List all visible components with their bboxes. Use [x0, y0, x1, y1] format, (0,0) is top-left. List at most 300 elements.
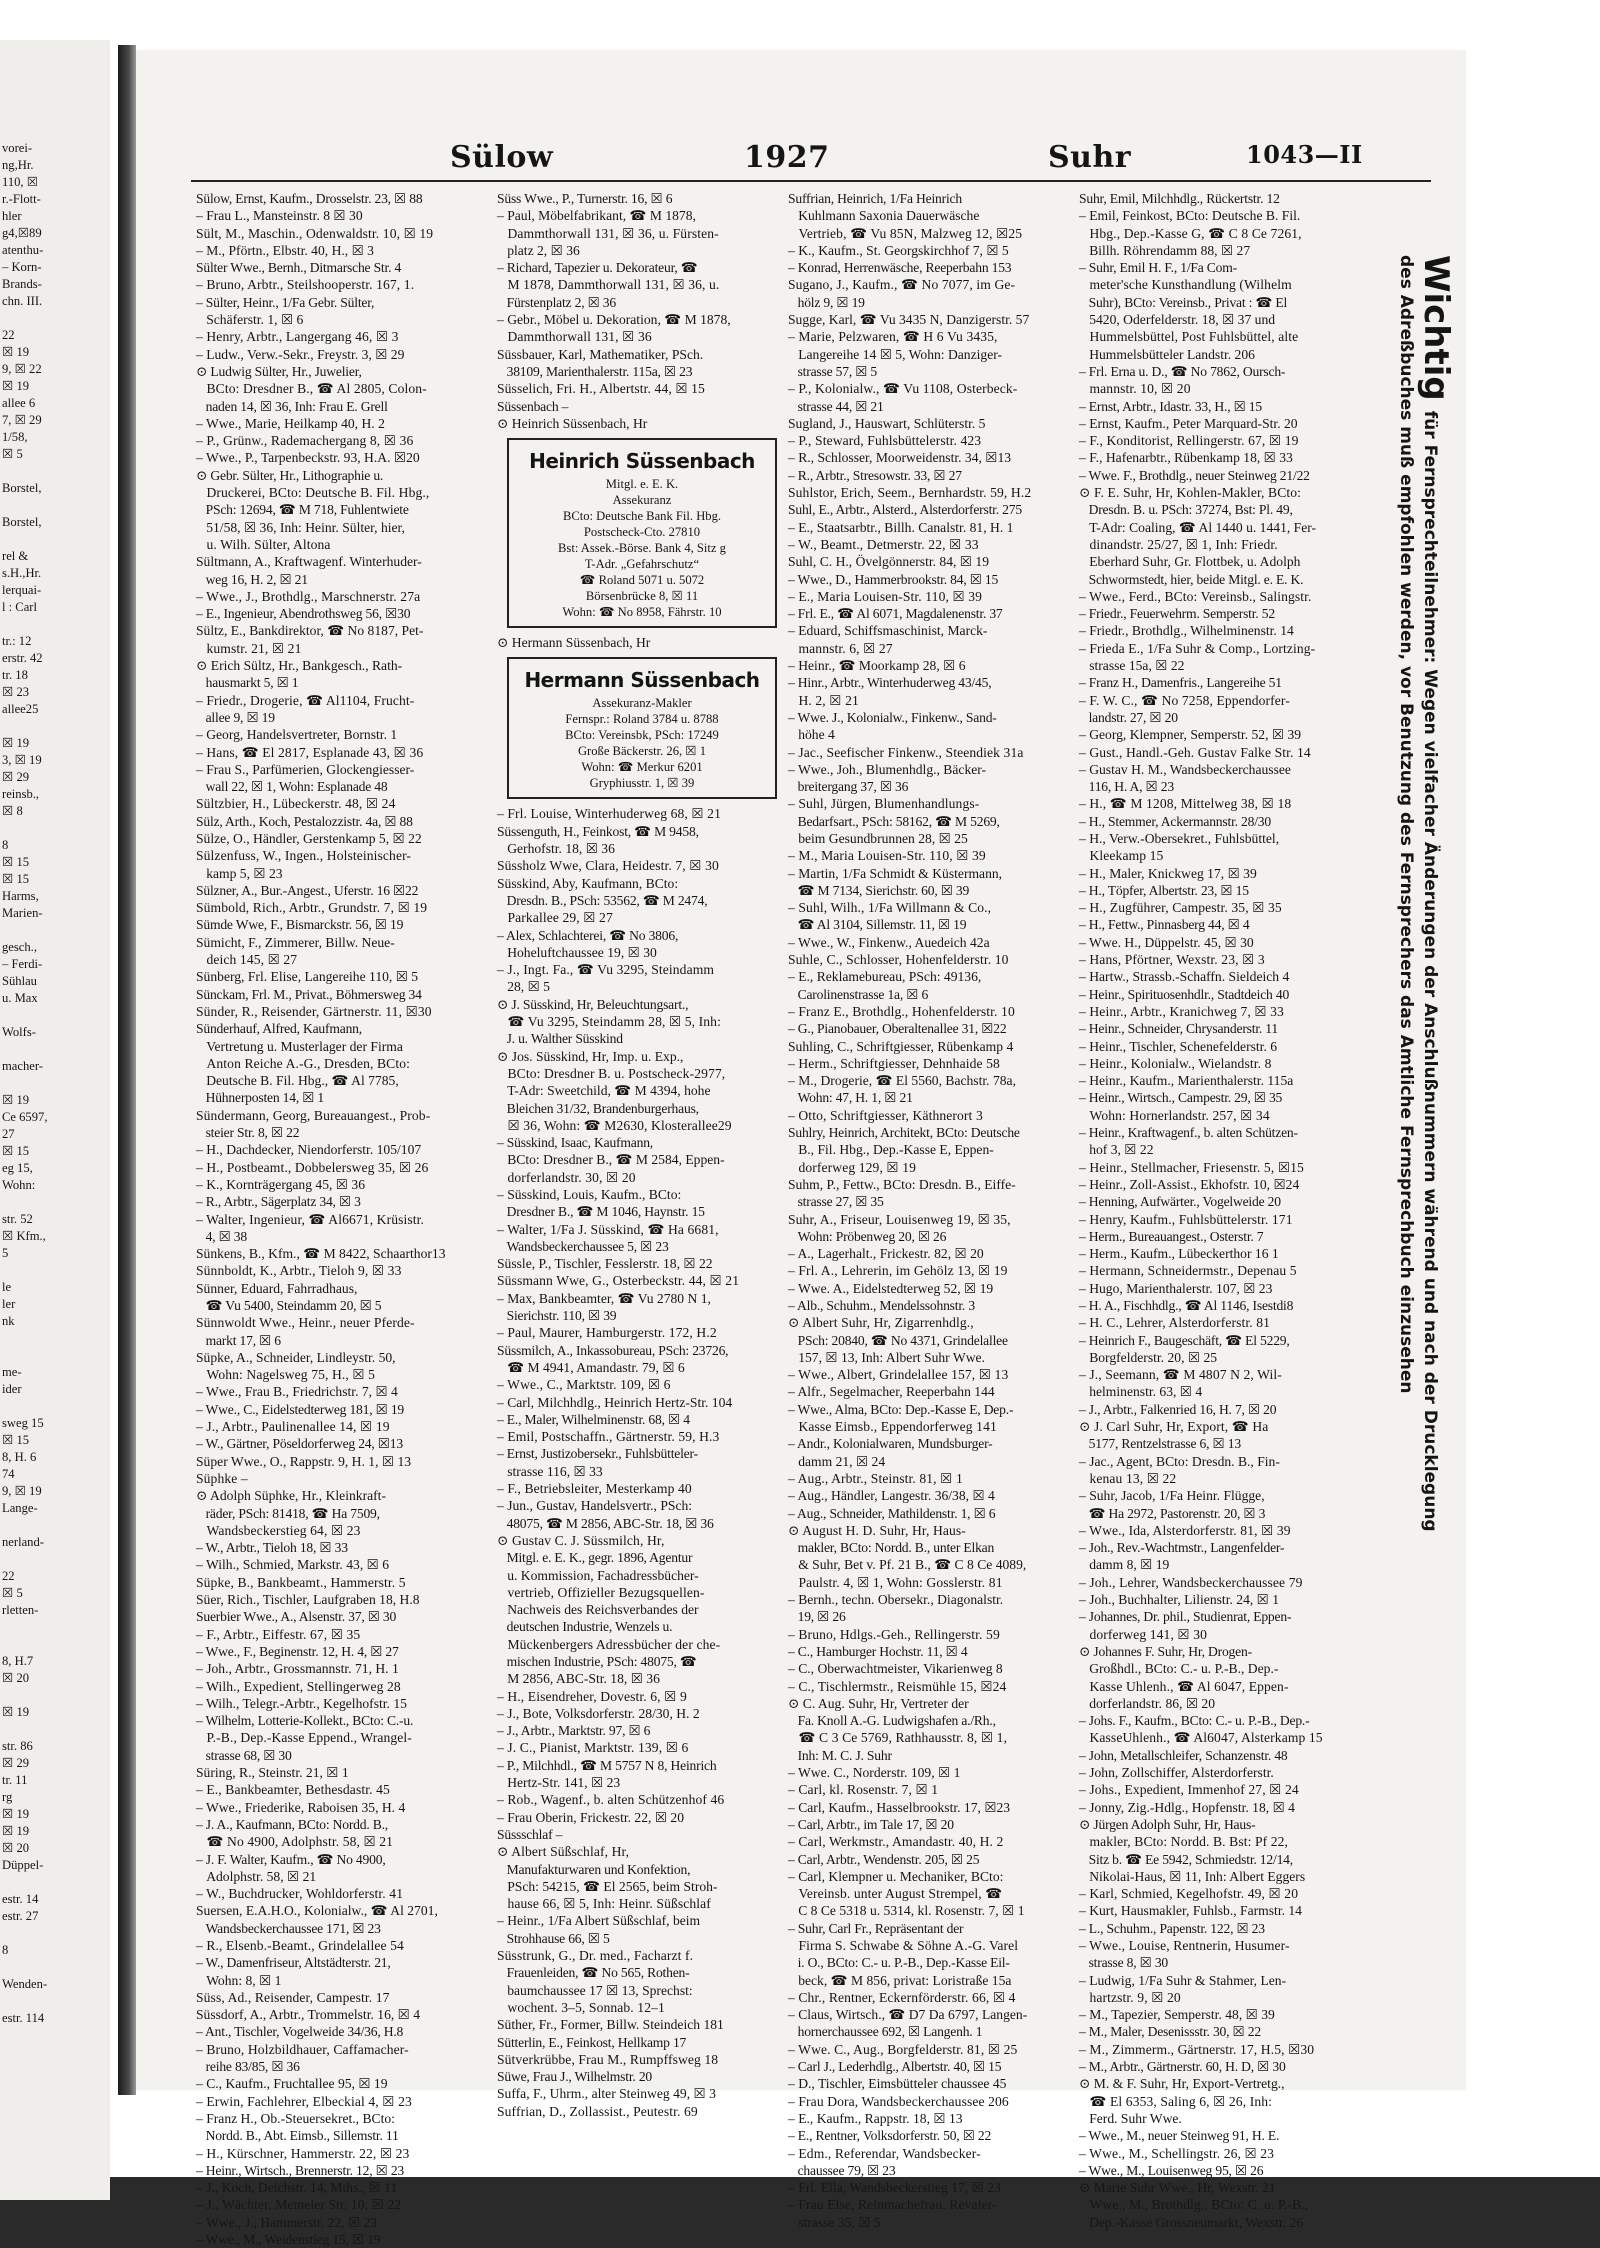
directory-entry-line: wochent. 3–5, Sonnab. 12–1 [497, 1999, 665, 2015]
notice-line-2: des Adreßbuches muß empfohlen werden, vor Benutzung des Fernsprechers das Amtliche Fernsprechbuch einzusehen [1396, 255, 1416, 1394]
prev-page-line: Borstel, [2, 515, 42, 529]
page-number: 1043—II [1246, 140, 1363, 169]
directory-entry-line: ⊙ Gustav C. J. Süssmilch, Hr, [497, 1532, 665, 1548]
side-notice [1368, 215, 1468, 1715]
directory-entry-line: makler, BCto: Nordd. B. Bst: Pf 22, [1079, 1834, 1289, 1850]
directory-entry-line: – Sülter, Heinr., 1/Fa Gebr. Sülter, [196, 294, 375, 310]
directory-entry-line: ⊙ Adolph Süphke, Hr., Kleinkraft- [196, 1488, 386, 1504]
directory-entry-line: Fa. Knoll A.-G. Ludwigshafen a./Rh., [788, 1713, 996, 1729]
directory-entry-line: markt 17, ☒ 6 [196, 1332, 281, 1348]
directory-entry-line: Süpke, B., Bankbeamt., Hammerstr. 5 [196, 1574, 406, 1590]
directory-entry-line: – Bruno, Arbtr., Steilshooperstr. 167, 1. [196, 277, 415, 293]
directory-entry-line: – F. W. C., ☎ No 7258, Eppendorfer- [1079, 692, 1290, 708]
prev-page-line: rg [2, 1790, 13, 1804]
directory-entry-line: Sülzenfuss, W., Ingen., Holsteinischer- [196, 848, 412, 864]
prev-page-line: ☒ 29 [2, 1756, 30, 1770]
directory-entry-line: Suhl, C. H., Övelgönnerstr. 84, ☒ 19 [788, 554, 989, 570]
directory-entry-line: – Suhr, Jacob, 1/Fa Heinr. Flügge, [1079, 1488, 1265, 1504]
directory-entry-line: ☎ Vu 3295, Steindamm 28, ☒ 5, Inh: [497, 1014, 721, 1030]
directory-entry-line: Parkallee 29, ☒ 27 [497, 910, 613, 926]
directory-entry-line: – R., Schlosser, Moorweidenstr. 34, ☒13 [788, 450, 1012, 466]
directory-entry-line: – F., Arbtr., Eiffestr. 67, ☒ 35 [196, 1626, 361, 1642]
directory-entry-line: Suffa, F., Uhrm., alter Steinweg 49, ☒ 3 [497, 2086, 716, 2102]
directory-entry-line: – Wwe., Ida, Alsterdorferstr. 81, ☒ 39 [1079, 1522, 1291, 1538]
directory-entry-line: – Heinr., Schneider, Chrysanderstr. 11 [1079, 1021, 1278, 1037]
directory-entry-line: Wohn: Hornerlandstr. 257, ☒ 34 [1079, 1107, 1270, 1123]
prev-page-line: 22 [2, 1569, 15, 1583]
prev-page-line: Wenden- [2, 1977, 48, 1991]
ad-line: Postscheck-Cto. 27810 [583, 525, 701, 540]
directory-entry-line: – G., Pianobauer, Oberaltenallee 31, ☒22 [788, 1021, 1007, 1037]
directory-entry-line: Sugge, Karl, ☎ Vu 3435 N, Danzigerstr. 57 [788, 312, 1030, 328]
directory-entry-line: – Wwe., J., Hammerstr. 22, ☒ 23 [196, 2214, 378, 2230]
directory-entry-line: – C., Hamburger Hochstr. 11, ☒ 4 [788, 1643, 968, 1659]
directory-entry-line: PSch: 54215, ☎ El 2565, beim Stroh- [497, 1878, 718, 1894]
ad-line: Mitgl. e. E. K. [605, 477, 679, 492]
directory-entry-line: Hbg., Dep.-Kasse G, ☎ C 8 Ce 7261, [1079, 225, 1302, 241]
prev-page-line: ☒ 5 [2, 1586, 23, 1600]
prev-page-line: ☒ 19 [2, 379, 30, 393]
directory-entry-line: – Wwe., Joh., Blumenhdlg., Bäcker- [788, 761, 987, 777]
prev-page-line: Ce 6597, [2, 1110, 48, 1124]
directory-entry-line: Suhr, A., Friseur, Louisenweg 19, ☒ 35, [788, 1211, 1011, 1227]
directory-entry-line: – Hartw., Strassb.-Schaffn. Sieldeich 4 [1079, 969, 1290, 985]
ad-line: Fernspr.: Roland 3784 u. 8788 [565, 712, 719, 727]
directory-entry-line: Großhdl., BCto: C.- u. P.-B., Dep.- [1079, 1661, 1279, 1677]
header-right-word: Suhr [1048, 140, 1132, 175]
ad-line: BCto: Vereinsbk, PSch: 17249 [565, 728, 719, 743]
directory-entry-line: steier Str. 8, ☒ 22 [196, 1125, 300, 1141]
directory-entry-line: 157, ☒ 13, Inh: Albert Suhr Wwe. [788, 1349, 985, 1365]
directory-entry-line: – Max, Bankbeamter, ☎ Vu 2780 N 1, [497, 1290, 711, 1306]
directory-entry-line: – Friedr., Brothdlg., Wilhelminenstr. 14 [1079, 623, 1294, 639]
directory-entry-line: Sülter Wwe., Bernh., Ditmarsche Str. 4 [196, 260, 402, 276]
prev-page-line: rletten- [2, 1603, 39, 1617]
directory-entry-line: – Ant., Tischler, Vogelweide 34/36, H.8 [196, 2024, 404, 2040]
directory-entry-line: – Hinr., Arbtr., Winterhuderweg 43/45, [788, 675, 992, 691]
directory-entry-line: Sierichstr. 110, ☒ 39 [497, 1308, 617, 1324]
prev-page-line: ☒ 20 [2, 1841, 30, 1855]
directory-entry-line: – Wwe. F., Brothdlg., neuer Steinweg 21/22 [1079, 467, 1310, 483]
directory-entry-line: damm 8, ☒ 19 [1079, 1557, 1170, 1573]
directory-entry-line: ☒ 36, Wohn: ☎ M2630, Klosterallee29 [497, 1117, 732, 1133]
directory-entry-line: – J., Ingt. Fa., ☎ Vu 3295, Steindamm [497, 962, 715, 978]
directory-entry-line: Sünberg, Frl. Elise, Langereihe 110, ☒ 5 [196, 969, 419, 985]
prev-page-line: tr.: 12 [2, 634, 32, 648]
directory-entry-line: höhe 4 [788, 727, 835, 743]
directory-entry-line: – Alb., Schuhm., Mendelssohnstr. 3 [788, 1298, 975, 1313]
directory-entry-line: – Wwe., Alma, BCto: Dep.-Kasse E, Dep.- [788, 1401, 1014, 1417]
directory-entry-line: – Gebr., Möbel u. Dekoration, ☎ M 1878, [497, 312, 731, 328]
directory-entry-line: – Franz H., Damenfris., Langereihe 51 [1079, 675, 1282, 691]
prev-page-line: 1/58, [2, 430, 28, 444]
directory-entry-line: ⊙ C. Aug. Suhr, Hr, Vertreter der [788, 1695, 969, 1711]
directory-entry-line: – H., Postbeamt., Dobbelersweg 35, ☒ 26 [196, 1159, 429, 1175]
directory-entry-line: – Wwe., M., neuer Steinweg 91, H. E. [1079, 2128, 1280, 2144]
directory-entry-line: – Heinr., 1/Fa Albert Süßschlaf, beim [497, 1913, 701, 1929]
directory-entry-line: – Bernh., techn. Obersekr., Diagonalstr. [788, 1592, 1004, 1608]
directory-entry-line: – Wwe. H., Düppelstr. 45, ☒ 30 [1079, 934, 1254, 950]
directory-entry-line: Dammthorwall 131, ☒ 36 [497, 329, 652, 345]
prev-page-line [0, 1262, 110, 1279]
prev-page-line: ☒ Kfm., [2, 1229, 46, 1243]
directory-entry-line: – Frl. Erna u. D., ☎ No 7862, Oursch- [1079, 363, 1286, 379]
directory-entry-line: – Carl, Arbtr., Wendenstr. 205, ☒ 25 [788, 1851, 980, 1867]
directory-entry-line: Fürstenplatz 2, ☒ 36 [497, 294, 616, 310]
directory-entry-line: 19, ☒ 26 [788, 1609, 846, 1625]
directory-entry-line: T-Adr: Sweetchild, ☎ M 4394, hohe [497, 1083, 711, 1099]
prev-page-line: ☒ 5 [2, 447, 23, 461]
directory-entry-line: Sünckam, Frl. M., Privat., Böhmersweg 34 [196, 986, 422, 1002]
directory-entry-line: – A., Lagerhalt., Frickestr. 82, ☒ 20 [788, 1246, 984, 1262]
directory-entry-line: – Gustav H. M., Wandsbeckerchaussee [1079, 761, 1291, 777]
prev-page-line: gesch., [2, 940, 37, 954]
prev-page-line: Borstel, [2, 481, 42, 495]
directory-entry-line: Sugano, J., Kaufm., ☎ No 7077, im Ge- [788, 277, 1016, 293]
directory-entry-line: – Konrad, Herrenwäsche, Reeperbahn 153 [788, 260, 1012, 276]
directory-entry-line: – Frau L., Mansteinstr. 8 ☒ 30 [196, 208, 363, 224]
directory-entry-line: – Wwe., Marie, Heilkamp 40, H. 2 [196, 415, 385, 431]
directory-entry-line: Sünner, Eduard, Fahrradhaus, [196, 1280, 358, 1296]
directory-entry-line: meter'sche Kunsthandlung (Wilhelm [1079, 277, 1292, 293]
ad-line: Gryphiusstr. 1, ☒ 39 [589, 776, 695, 791]
directory-entry-line: Süss, Ad., Reisender, Campestr. 17 [196, 1989, 390, 2005]
directory-entry-line: – M., Arbtr., Gärtnerstr. 60, H. D, ☒ 30 [1079, 2059, 1286, 2075]
book-spine [118, 45, 136, 2095]
directory-entry-line: – Aug., Händler, Langestr. 36/38, ☒ 4 [788, 1488, 995, 1504]
prev-page-line: allee 6 [2, 396, 36, 410]
prev-page-line: 22 [2, 328, 15, 342]
directory-entry-line: Sünnboldt, K., Arbtr., Tieloh 9, ☒ 33 [196, 1263, 402, 1279]
header-rule [191, 180, 1431, 182]
directory-entry-line: – Otto, Schriftgiesser, Käthnerort 3 [788, 1107, 983, 1123]
directory-entry-line: Schäferstr. 1, ☒ 6 [196, 312, 304, 328]
directory-entry-line: Süss Wwe., P., Turnerstr. 16, ☒ 6 [497, 191, 673, 206]
directory-entry-line: Sülow, Ernst, Kaufm., Drosselstr. 23, ☒ 88 [196, 191, 423, 206]
directory-entry-line: – E., Bankbeamter, Bethesdastr. 45 [196, 1782, 390, 1798]
column-2 [497, 190, 787, 2119]
directory-entry-line: Süssschlaf – [497, 1826, 563, 1842]
prev-page-line: 27 [2, 1127, 15, 1141]
directory-entry-line: Wandsbeckerstieg 64, ☒ 23 [196, 1522, 361, 1538]
directory-entry-line: Suersen, E.A.H.O., Kolonialw., ☎ Al 2701, [196, 1903, 438, 1919]
directory-entry-line: – M., Maler, Desenissstr. 30, ☒ 22 [1079, 2024, 1261, 2040]
directory-entry-line: Gerhofstr. 18, ☒ 36 [497, 841, 615, 857]
directory-entry-line: – Franz H., Ob.-Steuersekret., BCto: [196, 2110, 395, 2126]
directory-entry-line: H. 2, ☒ 21 [788, 692, 859, 708]
directory-entry-line: – M., Pförtn., Elbstr. 40, H., ☒ 3 [196, 242, 374, 258]
directory-entry-line: – Frl. A., Lehrerin, im Gehölz 13, ☒ 19 [788, 1263, 1008, 1279]
directory-entry-line: Süsskind, Aby, Kaufmann, BCto: [497, 875, 679, 891]
directory-entry-line: – F., Betriebsleiter, Mesterkamp 40 [497, 1481, 692, 1497]
directory-entry-line: – Frau Oberin, Frickestr. 22, ☒ 20 [497, 1809, 684, 1825]
directory-entry-line: dorferlandstr. 86, ☒ 20 [1079, 1695, 1216, 1711]
directory-entry-line: – Wwe., Albert, Grindelallee 157, ☒ 13 [788, 1367, 1009, 1383]
directory-entry-line: Adolphstr. 58, ☒ 21 [196, 1868, 317, 1884]
directory-entry-line: – Frau Dora, Wandsbeckerchaussee 206 [788, 2093, 1009, 2109]
prev-page-line: 3, ☒ 19 [2, 753, 42, 767]
directory-entry-line: Sündermann, Georg, Bureauangest., Prob- [196, 1107, 431, 1123]
directory-entry-line: – D., Tischler, Eimsbütteler chaussee 45 [788, 2076, 1007, 2092]
directory-entry-line: Suhl, E., Arbtr., Alsterd., Alsterdorferstr. 275 [788, 502, 1022, 518]
directory-entry-line: – Heinr., Tischler, Schenefelderstr. 6 [1079, 1038, 1278, 1054]
directory-entry-line: ⊙ M. & F. Suhr, Hr, Export-Vertretg., [1079, 2076, 1285, 2092]
directory-entry-line: Süssenbach – [497, 398, 569, 414]
directory-entry-line: Dresdner B., ☎ M 1046, Haynstr. 15 [497, 1204, 705, 1220]
directory-entry-line: Dammthorwall 131, ☒ 36, u. Fürsten- [497, 225, 719, 241]
prev-page-line: ☒ 19 [2, 1807, 30, 1821]
directory-entry-line: – J., Arbtr., Paulinenallee 14, ☒ 19 [196, 1419, 390, 1435]
header-left-word: Sülow [450, 140, 554, 175]
directory-entry-line: J. u. Walther Süsskind [497, 1031, 623, 1047]
directory-entry-line: – W., Beamt., Detmerstr. 22, ☒ 33 [788, 536, 979, 552]
directory-entry-line: hornerchaussee 692, ☒ Langenh. 1 [788, 2024, 983, 2040]
directory-entry-line: – Wwe., P., Tarpenbeckstr. 93, H.A. ☒20 [196, 450, 420, 466]
prev-page-line: Marien- [2, 906, 43, 920]
previous-page-fragment [0, 40, 110, 2200]
directory-entry-line: P.-B., Dep.-Kasse Eppend., Wrangel- [196, 1730, 412, 1746]
directory-entry-line: – Wwe., M., Weidenstieg 15, ☒ 19 [196, 2232, 381, 2248]
directory-entry-line: Süring, R., Steinstr. 21, ☒ 1 [196, 1765, 349, 1781]
prev-page-line: Sühlau [2, 974, 37, 988]
column-3 [788, 190, 1078, 2230]
directory-entry-line: – H., Maler, Knickweg 17, ☒ 39 [1079, 865, 1257, 881]
directory-entry-line: 38109, Marienthalerstr. 115a, ☒ 23 [497, 363, 693, 379]
directory-entry-line: Kasse Uhlenh., ☎ Al 6047, Eppen- [1079, 1678, 1289, 1694]
directory-entry-line: – M., Maria Louisen-Str. 110, ☒ 39 [788, 848, 986, 864]
directory-entry-line: ☎ Ha 2972, Pastorenstr. 20, ☒ 3 [1079, 1505, 1266, 1521]
prev-page-line: – Korn- [2, 260, 42, 274]
directory-entry-line: Kleekamp 15 [1079, 848, 1164, 864]
directory-entry-line: hausmarkt 5, ☒ 1 [196, 675, 299, 691]
prev-page-line: hler [2, 209, 22, 223]
directory-entry-line: platz 2, ☒ 36 [497, 242, 580, 258]
directory-entry-line: – Bruno, Holzbildhauer, Caffamacher- [196, 2041, 409, 2057]
directory-entry-line: Hertz-Str. 141, ☒ 23 [497, 1775, 621, 1791]
directory-entry-line: Süssle, P., Tischler, Fesslerstr. 18, ☒ 22 [497, 1256, 713, 1272]
header-year: 1927 [744, 140, 830, 175]
directory-entry-line: ⊙ F. E. Suhr, Hr, Kohlen-Makler, BCto: [1079, 485, 1302, 501]
directory-entry-line: u. Wilh. Sülter, Altona [196, 536, 331, 552]
directory-entry-line: – C., Kaufm., Fruchtallee 95, ☒ 19 [196, 2076, 388, 2092]
directory-entry-line: Suhle, C., Schlosser, Hohenfelderstr. 10 [788, 952, 1009, 968]
directory-entry-line: – Johannes, Dr. phil., Studienrat, Eppen- [1079, 1609, 1292, 1625]
directory-entry-line: Sitz b. ☎ Ee 5942, Schmiedstr. 12/14, [1079, 1851, 1293, 1867]
prev-page-line: ☒ 29 [2, 770, 30, 784]
prev-page-line: ☒ 19 [2, 1824, 30, 1838]
directory-entry-line: Sülzner, A., Bur.-Angest., Uferstr. 16 ☒22 [196, 882, 419, 898]
directory-entry-line: Sünnwoldt Wwe., Heinr., neuer Pferde- [196, 1315, 415, 1331]
directory-entry-line: Süpke, A., Schneider, Lindleystr. 50, [196, 1349, 396, 1365]
directory-entry-line: Nachweis des Reichsverbandes der [497, 1602, 699, 1618]
prev-page-line [0, 1347, 110, 1364]
directory-entry-line: – P., Milchhdl., ☎ M 5757 N 8, Heinrich [497, 1757, 717, 1773]
directory-entry-line: – Frau S., Parfümerien, Glockengiesser- [196, 761, 415, 777]
directory-entry-line: – Heinr., Zoll-Assist., Ekhofstr. 10, ☒24 [1079, 1176, 1300, 1192]
directory-entry-line: ⊙ Hermann Süssenbach, Hr [497, 635, 651, 651]
directory-entry-line: Hoheluftchaussee 19, ☒ 30 [497, 944, 657, 960]
directory-entry-line: 48075, ☎ M 2856, ABC-Str. 18, ☒ 36 [497, 1515, 714, 1531]
prev-page-line: tr. 11 [2, 1773, 28, 1787]
directory-entry-line: – Ludw., Verw.-Sekr., Freystr. 3, ☒ 29 [196, 346, 405, 362]
directory-entry-line: Druckerei, BCto: Deutsche B. Fil. Hbg., [196, 485, 430, 501]
directory-entry-line: ⊙ J. Süsskind, Hr, Beleuchtungsart., [497, 996, 689, 1012]
directory-entry-line: – Georg, Klempner, Semperstr. 52, ☒ 39 [1079, 727, 1302, 743]
directory-entry-line: – Carl, Klempner u. Mechaniker, BCto: [788, 1868, 1004, 1884]
directory-entry-line: strasse 8, ☒ 30 [1079, 1955, 1169, 1971]
directory-entry-line: makler, BCto: Nordd. B., unter Elkan [788, 1540, 995, 1556]
directory-entry-line: Deutsche B. Fil. Hbg., ☎ Al 7785, [196, 1073, 399, 1089]
directory-entry-line: Langereihe 14 ☒ 5, Wohn: Danziger- [788, 346, 1003, 362]
directory-entry-line: Süssdorf, A., Arbtr., Trommelstr. 16, ☒ 4 [196, 2007, 421, 2023]
prev-page-line: sweg 15 [2, 1416, 44, 1430]
directory-entry-line: Wohn: 8, ☒ 1 [196, 1972, 282, 1988]
directory-entry-line: Borgfelderstr. 20, ☒ 25 [1079, 1349, 1218, 1365]
directory-entry-line: – Hugo, Marienthalerstr. 107, ☒ 23 [1079, 1280, 1273, 1296]
directory-entry-line: – W., Buchdrucker, Wohldorferstr. 41 [196, 1886, 404, 1902]
directory-entry-line: – Ludwig, 1/Fa Suhr & Stahmer, Len- [1079, 1972, 1287, 1988]
directory-entry-line: – H., Töpfer, Albertstr. 23, ☒ 15 [1079, 882, 1249, 898]
directory-entry-line: – E., Rentner, Volksdorferstr. 50, ☒ 22 [788, 2128, 992, 2144]
directory-entry-line: Sünkens, B., Kfm., ☎ M 8422, Schaarthor13 [196, 1246, 446, 1262]
prev-page-line: 110, ☒ [2, 175, 39, 189]
prev-page-line: estr. 114 [2, 2011, 45, 2025]
directory-entry-line: Anton Reiche A.-G., Dresden, BCto: [196, 1055, 410, 1071]
directory-entry-line: – Wilh., Expedient, Stellingerweg 28 [196, 1678, 401, 1694]
directory-entry-line: – H., ☎ M 1208, Mittelweg 38, ☒ 18 [1079, 796, 1292, 812]
directory-entry-line: baumchaussee 17 ☒ 13, Sprechst: [497, 1982, 693, 1998]
prev-page-line: ☒ 15 [2, 1433, 30, 1447]
directory-entry-line: reihe 83/85, ☒ 36 [196, 2059, 300, 2075]
directory-entry-line: Sülze, O., Händler, Gerstenkamp 5, ☒ 22 [196, 830, 422, 846]
directory-entry-line: Manufakturwaren und Konfektion, [497, 1861, 691, 1877]
directory-entry-line: – L., Schuhm., Papenstr. 122, ☒ 23 [1079, 1920, 1265, 1936]
directory-entry-line: hause 66, ☒ 5, Inh: Heinr. Süßschlaf [497, 1896, 711, 1912]
directory-entry-line: – Wwe., J., Brothdlg., Marschnerstr. 27a [196, 588, 421, 604]
directory-entry-line: 5177, Rentzelstrasse 6, ☒ 13 [1079, 1436, 1241, 1452]
directory-entry-line: – Heinr., Wirtsch., Brennerstr. 12, ☒ 23 [196, 2162, 405, 2178]
prev-page-line: le [2, 1280, 12, 1294]
prev-page-line [0, 922, 110, 939]
directory-entry-line: – Suhl, Wilh., 1/Fa Willmann & Co., [788, 900, 992, 916]
directory-entry-line: – J. A., Kaufmann, BCto: Nordd. B., [196, 1816, 388, 1832]
directory-entry-line: Sültz, E., Bankdirektor, ☎ No 8187, Pet- [196, 623, 424, 639]
directory-entry-line: Sugland, J., Hauswart, Schlüterstr. 5 [788, 415, 986, 431]
prev-page-line [0, 1041, 110, 1058]
prev-page-line: nk [2, 1314, 15, 1328]
directory-entry-line: Bedarfsart., PSch: 58162, ☎ M 5269, [788, 813, 1000, 829]
directory-entry-line: Dep.-Kasse Grossneumarkt, Wexstr. 26 [1079, 2214, 1304, 2230]
directory-entry-line: BCto: Dresdner B. u. Postscheck-2977, [497, 1065, 726, 1081]
directory-entry-line: Nordd. B., Abt. Eimsb., Sillemstr. 11 [196, 2128, 399, 2144]
directory-entry-line: Dresdn. B. u. PSch: 37274, Bst: Pl. 49, [1079, 502, 1293, 518]
directory-entry-line: – Jac., Agent, BCto: Dresdn. B., Fin- [1079, 1453, 1280, 1469]
directory-entry-line: 51/58, ☒ 36, Inh: Heinr. Sülter, hier, [196, 519, 405, 535]
prev-page-line: ☒ 15 [2, 855, 30, 869]
ad-line: Börsenbrücke 8, ☒ 11 [585, 589, 699, 604]
directory-entry-line: – Georg, Handelsvertreter, Bornstr. 1 [196, 727, 398, 743]
directory-entry-line: – P., Kolonialw., ☎ Vu 1108, Osterbeck- [788, 381, 1018, 397]
directory-entry-line: Eberhard Suhr, Gr. Flottbek, u. Adolph [1079, 554, 1301, 570]
directory-entry-line: – Joh., Rev.-Wachtmstr., Langenfelder- [1079, 1540, 1285, 1556]
directory-entry-line: – H., Fettw., Pinnasberg 44, ☒ 4 [1079, 917, 1250, 933]
prev-page-line: r.-Flott- [2, 192, 41, 206]
prev-page-line: Harms, [2, 889, 39, 903]
directory-entry-line: ⊙ Albert Süßschlaf, Hr, [497, 1844, 630, 1860]
directory-entry-line: – E., Staatsarbtr., Billh. Canalstr. 81, H. 1 [788, 519, 1014, 535]
directory-entry-line: Süssholz Wwe, Clara, Heidestr. 7, ☒ 30 [497, 858, 719, 874]
directory-entry-line: – Wwe., M., Louisenweg 95, ☒ 26 [1079, 2162, 1264, 2178]
directory-entry-line: ⊙ Erich Sültz, Hr., Bankgesch., Rath- [196, 658, 403, 674]
advertisement-box [507, 438, 777, 628]
prev-page-line: l : Carl [2, 600, 37, 614]
directory-entry-line: – Heinrich F., Baugeschäft, ☎ El 5229, [1079, 1332, 1290, 1348]
prev-page-line [0, 616, 110, 633]
directory-entry-line: – H., Verw.-Obersekret., Fuhlsbüttel, [1079, 830, 1280, 846]
directory-entry-line: – Alfr., Segelmacher, Reeperbahn 144 [788, 1384, 995, 1400]
directory-entry-line: Billh. Röhrendamm 88, ☒ 27 [1079, 242, 1251, 258]
directory-entry-line: – H., Kürschner, Hammerstr. 22, ☒ 23 [196, 2145, 410, 2161]
directory-entry-line: Hühnerposten 14, ☒ 1 [196, 1090, 325, 1106]
prev-page-line: 8 [2, 1943, 9, 1957]
ad-line: T-Adr. „Gefahrschutz“ [584, 557, 700, 572]
directory-entry-line: – H., Zugführer, Campestr. 35, ☒ 35 [1079, 900, 1282, 916]
directory-entry-line: – Frl. Ella, Wandsbeckerstieg 17, ☒ 23 [788, 2180, 1001, 2196]
prev-page-line: Brands- [2, 277, 42, 291]
prev-page-line: lerquai- [2, 583, 42, 597]
directory-entry-line: strasse 68, ☒ 30 [196, 1747, 292, 1763]
directory-entry-line: Süsselich, Fri. H., Albertstr. 44, ☒ 15 [497, 381, 705, 397]
directory-entry-line: – E., Ingenieur, Abendrothsweg 56, ☒30 [196, 606, 411, 622]
directory-entry-line: ☎ Vu 5400, Steindamm 20, ☒ 5 [196, 1298, 382, 1313]
directory-entry-line: 116, H. A, ☒ 23 [1079, 779, 1174, 795]
directory-entry-line: – Henning, Aufwärter., Vogelweide 20 [1079, 1194, 1281, 1210]
directory-entry-line: ☎ El 6353, Saling 6, ☒ 26, Inh: [1079, 2093, 1272, 2109]
directory-entry-line: Süther, Fr., Former, Billw. Steindeich 181 [497, 2017, 724, 2033]
directory-entry-line: – Wwe. J., Kolonialw., Finkenw., Sand- [788, 709, 997, 725]
directory-entry-line: – Herm., Kaufm., Lübeckerthor 16 1 [1079, 1246, 1279, 1262]
directory-entry-line: wall 22, ☒ 1, Wohn: Esplanade 48 [196, 779, 388, 795]
directory-entry-line: ☎ C 3 Ce 5769, Rathhausstr. 8, ☒ 1, [788, 1730, 1008, 1746]
margin-right [1466, 50, 1600, 2090]
directory-entry-line: Strohhause 66, ☒ 5 [497, 1930, 610, 1946]
prev-page-line: ider [2, 1382, 22, 1396]
directory-entry-line: – E., Kaufm., Rappstr. 18, ☒ 13 [788, 2110, 963, 2126]
directory-entry-line: – Henry, Kaufm., Fuhlsbüttelerstr. 171 [1079, 1211, 1293, 1227]
directory-entry-line: – Wwe. C., Aug., Borgfelderstr. 81, ☒ 25 [788, 2041, 1018, 2057]
directory-entry-line: strasse 44, ☒ 21 [788, 398, 884, 414]
directory-entry-line: – J. C., Pianist, Marktstr. 139, ☒ 6 [497, 1740, 689, 1756]
directory-entry-line: – H., Stemmer, Ackermannstr. 28/30 [1079, 813, 1272, 829]
directory-entry-line: chaussee 79, ☒ 23 [788, 2162, 896, 2178]
directory-entry-line: – K., Kaufm., St. Georgskirchhof 7, ☒ 5 [788, 242, 1009, 258]
prev-page-line: 9, ☒ 19 [2, 1484, 42, 1498]
directory-entry-line: hölz 9, ☒ 19 [788, 294, 865, 310]
prev-page-line: nerland- [2, 1535, 44, 1549]
directory-entry-line: – Franz E., Brothdlg., Hohenfelderstr. 10 [788, 1003, 1015, 1019]
directory-entry-line: – H. C., Lehrer, Alsterdorferstr. 81 [1079, 1315, 1271, 1331]
directory-entry-line: – Ernst, Arbtr., Idastr. 33, H., ☒ 15 [1079, 398, 1263, 414]
directory-entry-line: – Herm., Schriftgiesser, Dehnhaide 58 [788, 1055, 1000, 1071]
prev-page-line [0, 1330, 110, 1347]
directory-entry-line: Wandsbeckerchaussee 171, ☒ 23 [196, 1920, 381, 1936]
prev-page-line: ☒ 15 [2, 872, 30, 886]
directory-entry-line: strasse 57, ☒ 5 [788, 363, 878, 379]
directory-entry-line: – Heinr., ☎ Moorkamp 28, ☒ 6 [788, 658, 966, 674]
prev-page-line: allee25 [2, 702, 39, 716]
prev-page-line: – Ferdi- [2, 957, 43, 971]
directory-entry-line: Ferd. Suhr Wwe. [1079, 2110, 1182, 2126]
